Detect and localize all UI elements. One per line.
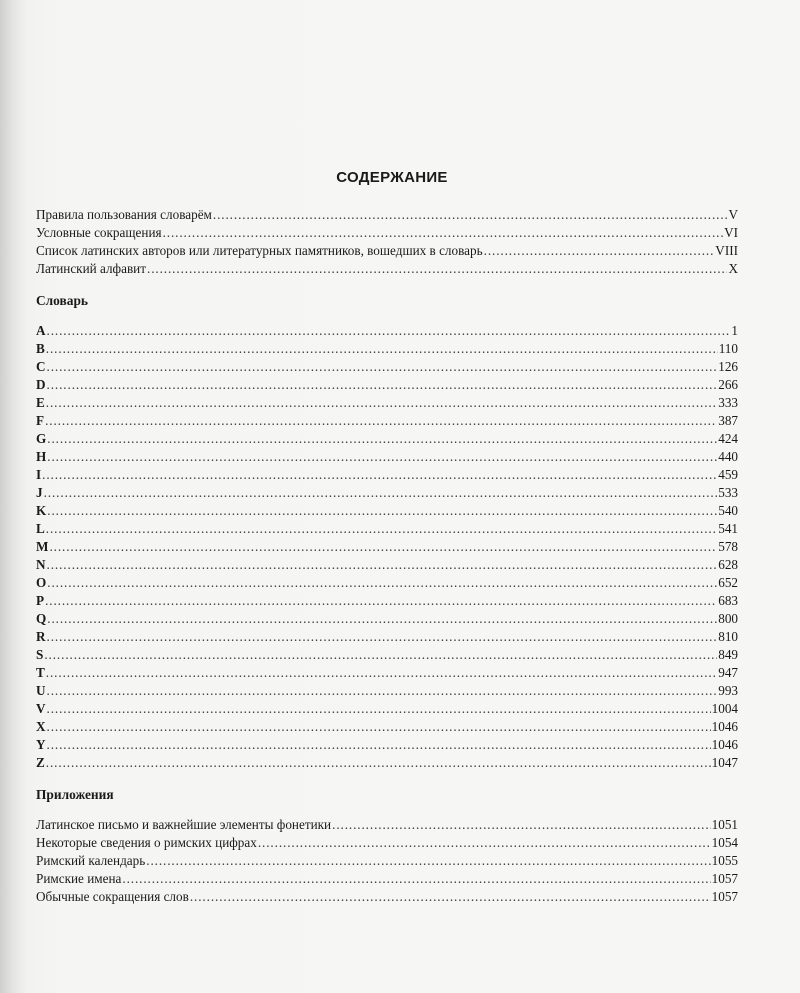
- dot-leader: [147, 260, 727, 278]
- toc-entry-page: 683: [718, 592, 738, 608]
- dot-leader: [47, 628, 718, 646]
- toc-entry-label: B: [36, 341, 45, 357]
- toc-entry-label: L: [36, 521, 45, 537]
- dot-leader: [47, 322, 731, 340]
- toc-entry[interactable]: [36, 430, 738, 448]
- toc-entry-label: Римский календарь: [36, 852, 146, 868]
- toc-entry[interactable]: [36, 888, 738, 906]
- toc-entry-label: I: [36, 467, 42, 483]
- toc-entry[interactable]: [36, 412, 738, 430]
- toc-entry-page: 1046: [711, 718, 738, 734]
- page-title: СОДЕРЖАНИЕ: [336, 169, 448, 186]
- toc-entry[interactable]: [36, 610, 738, 628]
- toc-entry-page: 110: [718, 341, 738, 357]
- toc-entry[interactable]: [36, 538, 738, 556]
- toc-entry[interactable]: [36, 394, 738, 412]
- dot-leader: [42, 466, 717, 484]
- toc-entry[interactable]: [36, 736, 738, 754]
- dot-leader: [46, 520, 717, 538]
- toc-entry[interactable]: [36, 646, 738, 664]
- dot-leader: [47, 556, 718, 574]
- toc-entry-page: 652: [718, 574, 738, 590]
- toc-entry-label: Z: [36, 754, 45, 770]
- dot-leader: [46, 340, 718, 358]
- toc-entry-page: 126: [718, 359, 738, 375]
- dot-leader: [484, 242, 715, 260]
- toc-entry[interactable]: [36, 754, 738, 772]
- toc-entry-page: 459: [718, 467, 738, 483]
- toc-entry[interactable]: [36, 376, 738, 394]
- toc-entry-label: Римские имена: [36, 870, 122, 886]
- toc-entry-label: Латинский алфавит: [36, 261, 147, 277]
- toc-entry-page: 1046: [711, 736, 738, 752]
- toc-entry-page: 1: [731, 323, 738, 339]
- toc-entry-page: 1004: [711, 700, 738, 716]
- toc-entry-page: 1054: [711, 834, 738, 850]
- dot-leader: [332, 816, 711, 834]
- toc-entry-page: 578: [718, 539, 738, 554]
- dot-leader: [122, 870, 710, 888]
- toc-entry[interactable]: [36, 870, 738, 888]
- toc-entry[interactable]: [36, 484, 738, 502]
- toc-entry-label: Некоторые сведения о римских цифрах: [36, 834, 257, 850]
- appendices-list: [36, 816, 738, 906]
- toc-entry-label: S: [36, 646, 44, 662]
- table-of-contents: [36, 168, 738, 906]
- toc-entry-label: P: [36, 592, 45, 608]
- toc-entry-label: V: [36, 700, 46, 716]
- toc-entry[interactable]: [36, 502, 738, 520]
- dot-leader: [49, 538, 717, 556]
- toc-entry-page: 1057: [711, 888, 738, 904]
- toc-entry-page: X: [728, 261, 738, 277]
- toc-entry[interactable]: [36, 664, 738, 682]
- toc-entry[interactable]: [36, 340, 738, 358]
- toc-entry-page: VI: [724, 225, 738, 241]
- toc-entry-label: Латинское письмо и важнейшие элементы фонетики: [36, 816, 332, 832]
- dot-leader: [47, 448, 717, 466]
- dot-leader: [46, 664, 717, 682]
- toc-entry-label: F: [36, 413, 45, 429]
- toc-entry[interactable]: [36, 206, 738, 224]
- toc-entry-label: T: [36, 664, 45, 680]
- toc-entry-page: 266: [718, 377, 738, 393]
- toc-entry-label: O: [36, 574, 47, 590]
- dot-leader: [46, 754, 711, 772]
- toc-entry-label: H: [36, 449, 47, 465]
- toc-entry[interactable]: [36, 520, 738, 538]
- toc-entry-page: 800: [718, 610, 738, 626]
- dictionary-heading: Словарь: [36, 293, 88, 309]
- toc-entry[interactable]: [36, 592, 738, 610]
- toc-entry-label: C: [36, 359, 46, 375]
- toc-entry-label: Обычные сокращения слов: [36, 888, 189, 904]
- toc-entry[interactable]: [36, 574, 738, 592]
- toc-entry-page: 387: [718, 413, 738, 429]
- dot-leader: [213, 206, 728, 224]
- dot-leader: [47, 736, 711, 754]
- toc-entry-page: 333: [718, 395, 738, 411]
- toc-entry-label: A: [36, 323, 46, 339]
- dot-leader: [47, 682, 718, 700]
- dot-leader: [47, 376, 718, 394]
- toc-entry-label: Условные сокращения: [36, 225, 162, 241]
- toc-entry-page: V: [728, 207, 738, 222]
- toc-entry[interactable]: [36, 448, 738, 466]
- toc-entry[interactable]: [36, 700, 738, 718]
- toc-entry-page: 533: [718, 485, 738, 501]
- toc-entry[interactable]: [36, 358, 738, 376]
- dot-leader: [190, 888, 711, 906]
- toc-entry-page: 993: [718, 682, 738, 698]
- dot-leader: [146, 852, 710, 870]
- toc-entry-label: N: [36, 556, 46, 572]
- dot-leader: [163, 224, 724, 242]
- toc-entry-page: 1051: [711, 816, 738, 832]
- appendices-heading: Приложения: [36, 786, 114, 802]
- toc-entry-label: R: [36, 628, 46, 644]
- toc-entry[interactable]: [36, 466, 738, 484]
- toc-entry-label: Q: [36, 610, 47, 626]
- toc-entry-label: Список латинских авторов или литературных памятников, вошедших в словарь: [36, 243, 483, 259]
- toc-entry-label: J: [36, 485, 43, 501]
- toc-entry-page: 541: [718, 521, 738, 537]
- toc-entry-page: VIII: [715, 243, 738, 259]
- dot-leader: [47, 430, 717, 448]
- toc-entry[interactable]: [36, 260, 738, 278]
- toc-entry-page: 947: [718, 664, 738, 680]
- toc-entry-page: 540: [718, 503, 738, 519]
- dot-leader: [47, 502, 717, 520]
- dot-leader: [47, 718, 711, 736]
- toc-entry-label: E: [36, 395, 45, 411]
- toc-entry[interactable]: [36, 816, 738, 834]
- toc-entry-page: 628: [718, 556, 738, 572]
- toc-entry-page: 440: [718, 449, 738, 465]
- dot-leader: [258, 834, 711, 852]
- toc-entry-label: G: [36, 431, 47, 447]
- toc-entry[interactable]: [36, 242, 738, 260]
- toc-entry-label: Правила пользования словарём: [36, 207, 212, 222]
- toc-entry-page: 1057: [711, 870, 738, 886]
- dot-leader: [46, 394, 717, 412]
- toc-entry-label: U: [36, 682, 46, 698]
- toc-entry-label: X: [36, 718, 46, 734]
- front-matter-list: [36, 206, 738, 278]
- toc-entry[interactable]: [36, 628, 738, 646]
- toc-entry[interactable]: [36, 718, 738, 736]
- toc-entry-page: 1055: [711, 852, 738, 868]
- dot-leader: [47, 700, 711, 718]
- toc-entry-label: Y: [36, 736, 46, 752]
- toc-entry[interactable]: [36, 322, 738, 340]
- dictionary-letter-list: [36, 322, 738, 771]
- dot-leader: [44, 484, 718, 502]
- dot-leader: [45, 412, 717, 430]
- toc-entry-page: 810: [718, 628, 738, 644]
- toc-entry-page: 849: [718, 646, 738, 662]
- dot-leader: [47, 574, 717, 592]
- dot-leader: [47, 610, 717, 628]
- toc-entry[interactable]: [36, 852, 738, 870]
- toc-entry[interactable]: [36, 556, 738, 574]
- toc-entry-page: 424: [718, 431, 738, 447]
- toc-entry[interactable]: [36, 834, 738, 852]
- dot-leader: [45, 592, 717, 610]
- dot-leader: [44, 646, 717, 664]
- toc-entry[interactable]: [36, 682, 738, 700]
- toc-entry-label: K: [36, 503, 47, 519]
- toc-entry-label: D: [36, 377, 46, 393]
- toc-entry-page: 1047: [711, 754, 738, 770]
- toc-entry[interactable]: [36, 224, 738, 242]
- toc-entry-label: M: [36, 539, 49, 554]
- dot-leader: [47, 358, 718, 376]
